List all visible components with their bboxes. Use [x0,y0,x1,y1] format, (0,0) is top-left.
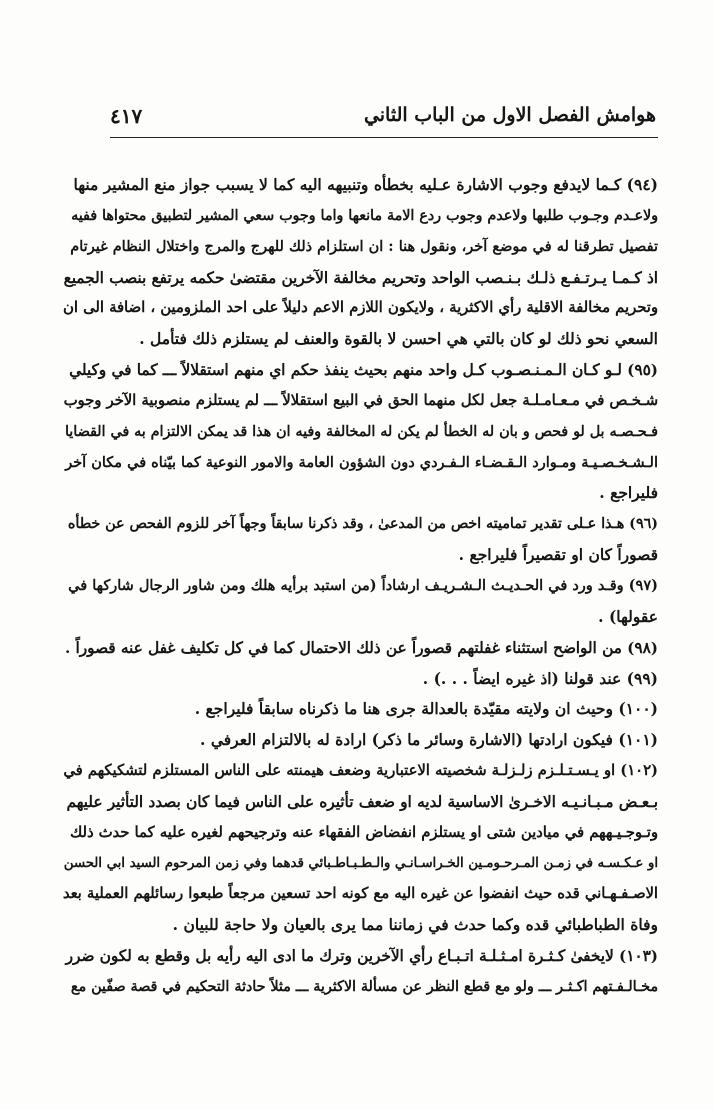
footnote [62,664,658,695]
running-header [110,98,658,138]
footnote-line: (٩٧) وقـد ورد في الحـديـث الـشـريـف ارشاداً (من استبد برأيه هلك ومن شاور الرجال شاركها في [68,576,658,594]
footnote [62,756,658,941]
footnote-line: (٩٦) هـذا عـلى تقدير تماميته اخص من المدعىٰ ، وقد ذكرنا سابقاً وجهاً آخر للزوم الفحص عن خطأه [67,516,658,533]
footnote-line: عقولها) . [598,606,658,626]
footnote-line: (٩٤) كـما لايدفع وجوب الاشارة عـليه بخطأه وتنبيهه اليه كما لا يسبب جواز منع المشير منها [73,175,658,194]
footnote-line: (١٠١) فيكون ارادتها (الاشارة وسائر ما ذكر) ارادة له بالالتزام العرفي . [200,730,658,750]
footnote-line: اذ كـمـا يـرتـفـع ذلـك بـنـصب الواحد وتحريم مخالفة الآخرين مقتضىٰ حكمه يرتفع بنصب الجميع [63,268,658,287]
footnote-line: (١٠٢) او يـسـتـلـزم زلـزلـة شخصيته الاعتبارية وضعف هيمنته على الناس المستلزم لتشكيكهم في [63,762,658,780]
footnote-line: تفصيل تطرقنا له في موضع آخر، ونقول هنا : ان استلزام ذلك للهرج والمرج واختلال النظام غيرتام [70,237,658,255]
footnote-line: فـحـصـه بل لو فحص و بان له الخطأ لم يكن له المخالفة وفيه ان هذا قد يمكن الالتزام به في القضايا [64,423,658,440]
footnote-line: الاصـفـهـاني قده حيث انفضوا عن غيره اليه مع كونه احد تسعين مرجعاً طبعوا رسائلهم العملية بعد [62,885,658,903]
footnote [62,941,658,1003]
footnote [62,509,658,571]
footnote-line: (٩٥) لـو كـان الـمـنـصـوب كـل واحد منهم بحيث ينفذ حكم اي منهم استقلالاً ـــ كما في وكيلي [69,361,658,380]
footnote-line: او عـكـسـه في زمـن المـرحـومـين الخـراسـانـي والـطـبـاطـبائي قدهما وفي زمن المرحوم السيد ابي الحسن [63,855,658,871]
footnote [62,170,658,355]
footnote [62,355,658,509]
footnotes-section [62,170,658,1003]
footnote-line: شـخـص في مـعـامـلـة جعل لكل منهما الحق في البيع استقلالاً ـــ لم يستلزم منصوبية الآخر وجوب [63,391,658,409]
footnote-line: ولاعـدم وجـوب طلبها ولاعدم وجوب ردع الامة مانعها واما وجوب سعي المشير لتطبيق محتواها ففيه [71,207,658,224]
footnote-line: مخـالـفـتهم اكـثـر ـــ ولو مع قطع النظر عن مسألة الاكثرية ـــ مثلاً حادثة التحكيم في قصة صفّين مع [70,978,658,995]
footnote [62,633,658,664]
footnote-line: (٩٩) عند قولنا (اذ غيره ايضاً . . .) . [422,668,658,688]
footnote-line: الـشـخـصـيـة ومـوارد الـقـضـاء الـفـردي دون الشؤون العامة والامور النوعية كما بيّناه في مكان آخر [65,453,658,471]
footnote-line: (٩٨) من الواضح استثناء غفلتهم قصوراً عن ذلك الاحتمال كما في كل تكليف غفل عنه قصوراً . [64,638,658,657]
footnote-line: بـعـض مـبـانـيـه الاخـرىٰ الاساسية لديه او ضعف تأثيره على الناس فيما كان بصدد التأثير عليهم [66,792,658,811]
footnote [62,571,658,633]
footnote [62,725,658,756]
footnote-line: (١٠٠) وحيث ان ولايته مقيّدة بالعدالة جرى هنا ما ذكرناه سابقاً فليراجع . [194,699,658,719]
footnote-line: السعي نحو ذلك لو كان بالتي هي احسن لا بالقوة والعنف لم يستلزم ذلك فتأمل . [139,329,658,349]
footnote-line: (١٠٣) لايخفىٰ كـثـرة امـثـلـة اتـبـاع رأي الآخرين وترك ما ادى اليه رأيه بل وقطع به لكون ضرر [65,947,658,966]
footnote-line: وتحريم مخالفة الاقلية رأي الاكثرية ، ولايكون اللازم الاعم دليلاً على احد الملزومين ، اضافة الى ان [63,299,658,317]
footnote-line: قصوراً كان او تقصيراً فليراجع . [458,545,658,565]
footnote [62,694,658,725]
chapter-running-title: هوامش الفصل الاول من الباب الثاني [363,104,656,126]
page-number: ٤١٧ [110,104,143,128]
footnote-line: وتـوجـيـههم في ميادين شتى او يستلزم انفضاض الفقهاء عنه وترجيحهم لغيره عليه كما حدث ذلك [70,823,658,841]
header-rule [110,137,658,138]
footnote-line: وفاة الطباطبائي قده وكما حدث في زماننا مما يرى بالعيان ولا حاجة للبيان . [172,915,658,935]
footnote-line: فليراجع . [599,483,658,503]
